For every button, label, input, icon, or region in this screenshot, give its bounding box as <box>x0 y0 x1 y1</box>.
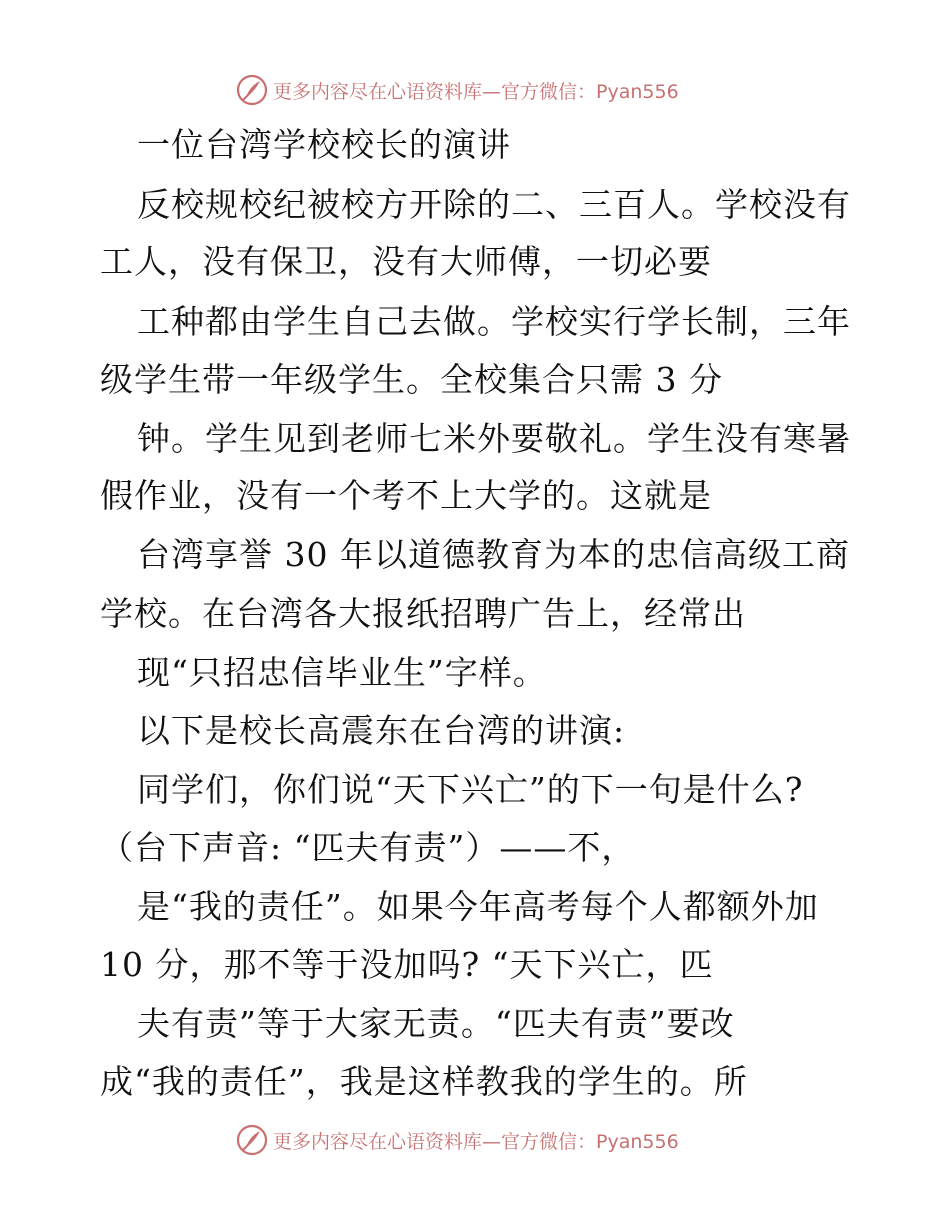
document-title: 一位台湾学校校长的演讲 <box>137 125 511 164</box>
text-line: 工种都由学生自己去做。学校实行学长制，三年 <box>137 302 851 341</box>
watermark-header <box>236 73 679 107</box>
text-line: 同学们，你们说“天下兴亡”的下一句是什么? <box>137 770 804 809</box>
text-line: 假作业，没有一个考不上大学的。这就是 <box>100 476 712 515</box>
feather-pen-logo-icon <box>236 1124 268 1156</box>
feather-pen-logo-icon <box>236 74 268 106</box>
text-line: 现“只招忠信毕业生”字样。 <box>137 653 547 692</box>
text-line: 级学生带一年级学生。全校集合只需 3 分 <box>100 360 723 399</box>
watermark-text: 更多内容尽在心语资料库—官方微信：Pyan556 <box>273 80 679 103</box>
text-line: 钟。学生见到老师七米外要敬礼。学生没有寒暑 <box>137 419 851 458</box>
text-line: 10 分，那不等于没加吗? “天下兴亡，匹 <box>100 945 714 984</box>
text-line: 工人，没有保卫，没有大师傅，一切必要 <box>100 242 712 281</box>
text-line: 台湾享誉 30 年以道德教育为本的忠信高级工商 <box>137 535 850 574</box>
text-line: 学校。在台湾各大报纸招聘广告上，经常出 <box>100 594 746 633</box>
text-line: 成“我的责任”，我是这样教我的学生的。所 <box>100 1062 748 1101</box>
watermark-footer <box>236 1123 679 1157</box>
text-line: 夫有责”等于大家无责。“匹夫有责”要改 <box>137 1004 735 1043</box>
text-line: （台下声音: “匹夫有责”）——不， <box>100 828 636 867</box>
text-line: 以下是校长高震东在台湾的讲演: <box>137 711 626 750</box>
watermark-text: 更多内容尽在心语资料库—官方微信：Pyan556 <box>273 1130 679 1153</box>
text-line: 是“我的责任”。如果今年高考每个人都额外加 <box>137 887 819 926</box>
text-line: 反校规校纪被校方开除的二、三百人。学校没有 <box>137 185 851 224</box>
